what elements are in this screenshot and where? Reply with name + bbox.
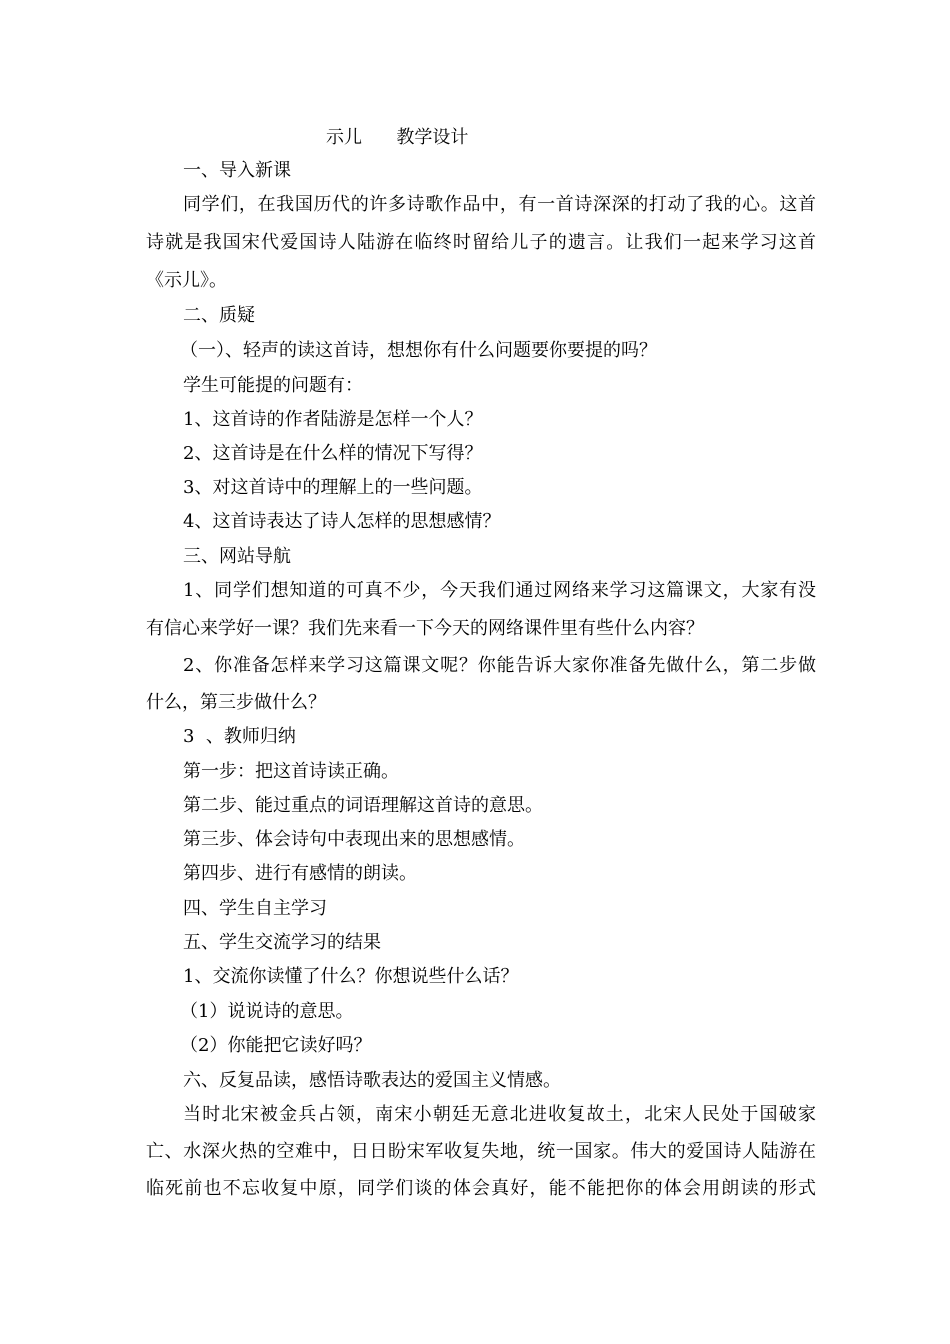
list-item: 3、对这首诗中的理解上的一些问题。	[183, 477, 483, 498]
list-item: 第四步、进行有感情的朗读。	[183, 863, 417, 884]
paragraph-line: （一）、轻声的读这首诗，想想你有什么问题要你要提的吗？	[180, 340, 657, 361]
list-item: 1、交流你读懂了什么？你想说些什么话？	[183, 966, 519, 987]
paragraph-line: 当时北宋被金兵占领，南宋小朝廷无意北进收复故土，北宋人民处于国破家	[183, 1104, 816, 1125]
section-heading-reading: 六、反复品读，感悟诗歌表达的爱国主义情感。	[183, 1070, 561, 1091]
paragraph-line: 2、你准备怎样来学习这篇课文呢？你能告诉大家你准备先做什么，第二步做	[183, 655, 816, 676]
list-item: （1）说说诗的意思。	[180, 1001, 354, 1022]
list-item: 第一步：把这首诗读正确。	[183, 761, 399, 782]
list-item: 4、这首诗表达了诗人怎样的思想感情？	[183, 511, 501, 532]
list-item: 3 、教师归纳	[183, 726, 296, 747]
paragraph-line: 有信心来学好一课？我们先来看一下今天的网络课件里有些什么内容？	[146, 618, 704, 639]
list-item: 第二步、能过重点的词语理解这首诗的意思。	[183, 795, 543, 816]
section-heading-navigation: 三、网站导航	[183, 546, 291, 567]
paragraph-line: 学生可能提的问题有：	[183, 375, 363, 396]
document-title: 示儿 教学设计	[326, 127, 469, 148]
paragraph-line: 亡、水深火热的空难中，日日盼宋军收复失地，统一国家。伟大的爱国诗人陆游在	[146, 1141, 816, 1162]
section-heading-self-study: 四、学生自主学习	[183, 898, 327, 919]
section-heading-question: 二、质疑	[183, 305, 255, 326]
section-heading-intro: 一、导入新课	[183, 160, 291, 181]
paragraph-line: 临死前也不忘收复中原，同学们谈的体会真好，能不能把你的体会用朗读的形式	[146, 1178, 816, 1199]
section-heading-exchange: 五、学生交流学习的结果	[183, 932, 381, 953]
list-item: 第三步、体会诗句中表现出来的思想感情。	[183, 829, 525, 850]
paragraph-line: 1、同学们想知道的可真不少，今天我们通过网络来学习这篇课文，大家有没	[183, 580, 816, 601]
paragraph-line: 同学们，在我国历代的许多诗歌作品中，有一首诗深深的打动了我的心。这首	[183, 194, 816, 215]
paragraph-line: 什么，第三步做什么？	[146, 692, 326, 713]
list-item: （2）你能把它读好吗？	[180, 1035, 372, 1056]
paragraph-line: 《示儿》。	[146, 270, 227, 291]
list-item: 1、这首诗的作者陆游是怎样一个人？	[183, 409, 483, 430]
list-item: 2、这首诗是在什么样的情况下写得？	[183, 443, 483, 464]
paragraph-line: 诗就是我国宋代爱国诗人陆游在临终时留给儿子的遗言。让我们一起来学习这首	[146, 232, 816, 253]
